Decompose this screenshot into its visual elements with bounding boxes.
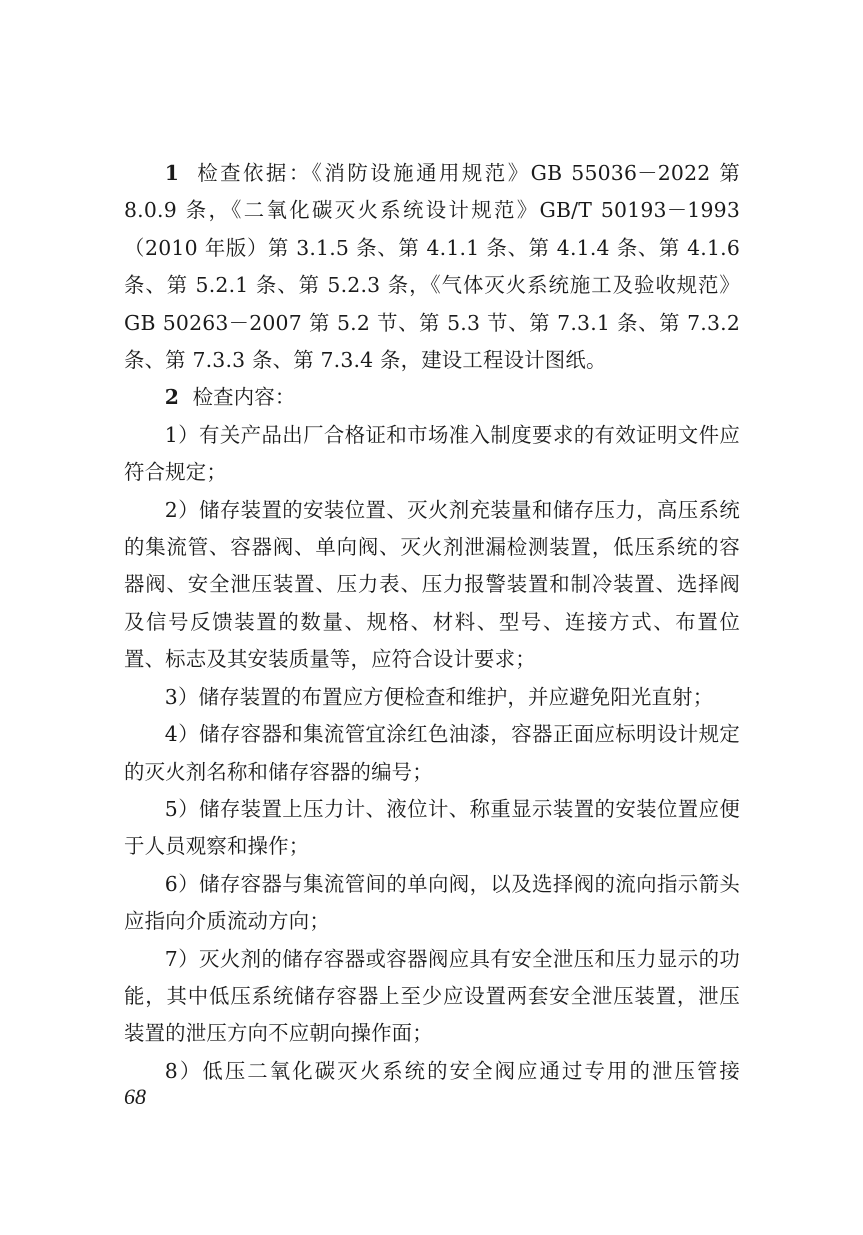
page-number: 68 — [124, 1084, 146, 1109]
list-item: 2）储存装置的安装位置、灭火剂充装量和储存压力，高压系统的集流管、容器阀、单向阀、灭火剂泄漏检测装置，低压系统的容器阀、安全泄压装置、压力表、压力报警装置和制冷装置、选择阀及信号反馈装置的数量、规格、材料、型号、连接方式、布置位置、标志及其安装质量等，应符合设计要求； — [124, 497, 740, 672]
list-item: 3）储存装置的布置应方便检查和维护，并应避免阳光直射； — [164, 684, 714, 709]
section-2-heading — [124, 379, 740, 416]
body-text — [124, 155, 740, 1090]
list-item: 5）储存装置上压力计、液位计、称重显示装置的安装位置应便于人员观察和操作； — [124, 796, 740, 859]
list-item: 4）储存容器和集流管宜涂红色油漆，容器正面应标明设计规定的灭火剂名称和储存容器的编号； — [124, 722, 740, 784]
section-1-paragraph — [124, 155, 740, 379]
section-1-number: 1 — [164, 161, 180, 185]
list-item: 8）低压二氧化碳灭火系统的安全阀应通过专用的泄压管接 — [164, 1058, 740, 1083]
section-2-number: 2 — [164, 385, 180, 410]
list-item: 1）有关产品出厂合格证和市场准入制度要求的有效证明文件应符合规定； — [124, 422, 740, 485]
list-item: 6）储存容器与集流管间的单向阀，以及选择阀的流向指示箭头应指向介质流动方向； — [124, 871, 740, 934]
list-item: 7）灭火剂的储存容器或容器阀应具有安全泄压和压力显示的功能，其中低压系统储存容器上至少应设置两套安全泄压装置，泄压装置的泄压方向不应朝向操作面； — [124, 946, 740, 1046]
section-1-text: 《消防设施通用规范》GB 55036－2022 第 8.0.9 条，《二氧化碳灭火系统设计规范》GB/T 50193－1993（2010 年版）第 3.1.5 条、第 4.1.1 条、第 4.1.4 条、第 4.1.6 条、第 5.2.1 条、第 5.2.3 条，《气体灭火系统施工及验收规范》GB 50263－2007 第 5.2 节、第 5.3 节、第 7.3.1 条、第 7.3.2 条、第 7.3.3 条、第 7.3.4 条，建设工程设计图纸。 — [124, 161, 741, 373]
section-2-title: 检查内容： — [192, 385, 296, 410]
section-1-title: 检查依据： — [197, 161, 312, 185]
